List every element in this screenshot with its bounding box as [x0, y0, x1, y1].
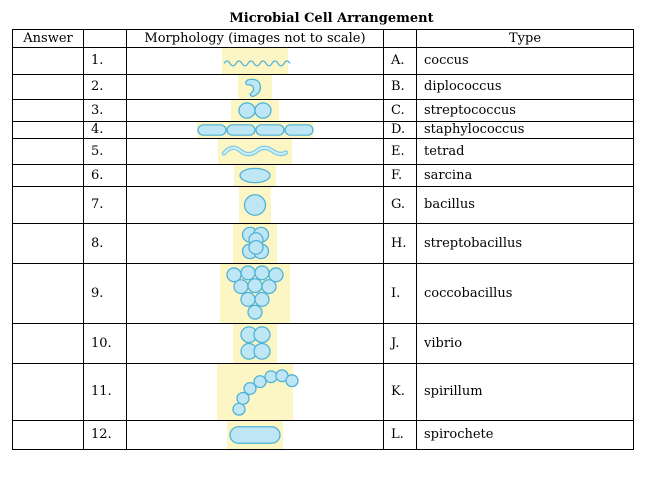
table-row [13, 122, 634, 139]
morphology-cell [127, 100, 384, 122]
table-row [13, 421, 634, 450]
header-morphology: Morphology (images not to scale) [127, 30, 384, 48]
type-letter: J. [384, 324, 417, 364]
row-number: 2. [84, 75, 127, 100]
header-type: Type [417, 30, 634, 48]
type-name: streptococcus [417, 100, 634, 122]
answer-cell[interactable] [13, 165, 84, 187]
type-name: streptobacillus [417, 224, 634, 264]
table-row [13, 165, 634, 187]
coccus-icon [127, 187, 383, 223]
cell-arrangement-table [12, 29, 634, 450]
morphology-cell [127, 48, 384, 75]
type-letter: L. [384, 421, 417, 450]
morphology-cell [127, 165, 384, 187]
vibrio-icon [127, 75, 383, 99]
answer-cell[interactable] [13, 100, 84, 122]
table-header-row [13, 30, 634, 48]
table-row [13, 224, 634, 264]
coccobacillus-icon [127, 165, 383, 186]
staphylococcus-icon [127, 264, 383, 323]
table-row [13, 100, 634, 122]
row-number: 11. [84, 364, 127, 421]
answer-cell[interactable] [13, 75, 84, 100]
type-name: diplococcus [417, 75, 634, 100]
table-row [13, 75, 634, 100]
streptobacillus-icon [127, 122, 383, 138]
answer-cell[interactable] [13, 324, 84, 364]
type-name: sarcina [417, 165, 634, 187]
header-answer: Answer [13, 30, 84, 48]
answer-cell[interactable] [13, 139, 84, 165]
type-name: vibrio [417, 324, 634, 364]
type-letter: I. [384, 264, 417, 324]
morphology-cell [127, 139, 384, 165]
type-letter: D. [384, 122, 417, 139]
type-letter: A. [384, 48, 417, 75]
bacillus-icon [127, 421, 383, 449]
row-number: 4. [84, 122, 127, 139]
type-name: staphylococcus [417, 122, 634, 139]
diplococcus-icon [127, 100, 383, 121]
morphology-cell [127, 364, 384, 421]
type-name: bacillus [417, 187, 634, 224]
answer-cell[interactable] [13, 48, 84, 75]
row-number: 9. [84, 264, 127, 324]
answer-cell[interactable] [13, 187, 84, 224]
type-name: coccobacillus [417, 264, 634, 324]
answer-cell[interactable] [13, 122, 84, 139]
morphology-cell [127, 187, 384, 224]
answer-cell[interactable] [13, 421, 84, 450]
type-letter: B. [384, 75, 417, 100]
type-letter: H. [384, 224, 417, 264]
type-name: spirochete [417, 421, 634, 450]
morphology-cell [127, 324, 384, 364]
row-number: 12. [84, 421, 127, 450]
row-number: 5. [84, 139, 127, 165]
table-row [13, 264, 634, 324]
header-number [84, 30, 127, 48]
table-row [13, 48, 634, 75]
table-row [13, 187, 634, 224]
morphology-cell [127, 224, 384, 264]
type-name: tetrad [417, 139, 634, 165]
header-letter [384, 30, 417, 48]
type-letter: G. [384, 187, 417, 224]
tetrad-icon [127, 324, 383, 363]
spirochete-icon [127, 48, 383, 74]
row-number: 7. [84, 187, 127, 224]
spirillum-icon [127, 139, 383, 164]
type-letter: E. [384, 139, 417, 165]
row-number: 3. [84, 100, 127, 122]
morphology-cell [127, 421, 384, 450]
row-number: 6. [84, 165, 127, 187]
type-letter: K. [384, 364, 417, 421]
morphology-cell [127, 264, 384, 324]
type-name: coccus [417, 48, 634, 75]
table-row [13, 139, 634, 165]
row-number: 1. [84, 48, 127, 75]
morphology-cell [127, 122, 384, 139]
answer-cell[interactable] [13, 264, 84, 324]
row-number: 8. [84, 224, 127, 264]
row-number: 10. [84, 324, 127, 364]
type-letter: C. [384, 100, 417, 122]
answer-cell[interactable] [13, 364, 84, 421]
streptococcus-icon [127, 364, 383, 420]
page-title: Microbial Cell Arrangement [229, 11, 434, 26]
answer-cell[interactable] [13, 224, 84, 264]
type-letter: F. [384, 165, 417, 187]
sarcina-icon [127, 224, 383, 263]
morphology-cell [127, 75, 384, 100]
type-name: spirillum [417, 364, 634, 421]
table-row [13, 364, 634, 421]
table-row [13, 324, 634, 364]
